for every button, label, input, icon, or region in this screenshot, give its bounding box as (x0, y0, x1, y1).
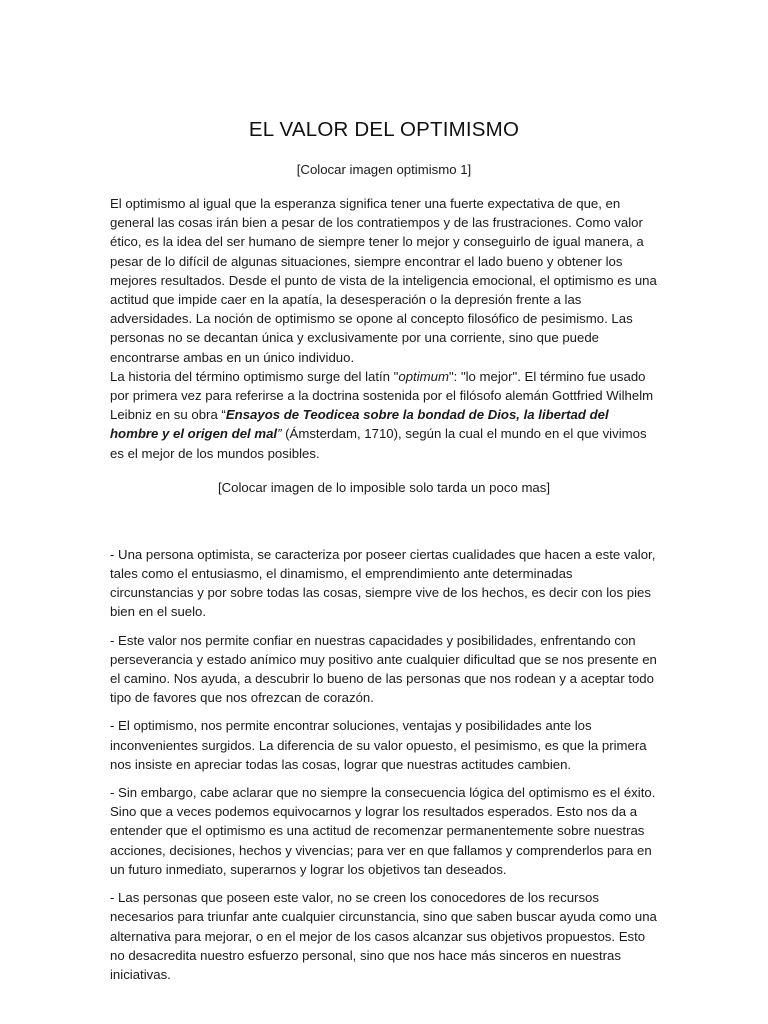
image-placeholder-2: [Colocar imagen de lo imposible solo tarda un poco mas] (217, 479, 551, 495)
intro-paragraph: El optimismo al igual que la esperanza significa tener una fuerte expectativa de que, en general las cosas irán bien a pesar de los contratiempos y de las frustraciones. Como valor ético, es la idea del ser humano de siempre tener lo mejor y conseguirlo de igual manera, a pesar de lo difícil de algunas situaciones, siempre encontrar el lado bueno y obtener los mejores resultados. Desde el punto de vista de la inteligencia emocional, el optimismo es una actitud que impide caer en la apatía, la desesperación o la depresión frente a las adversidades. La noción de optimismo se opone al concepto filosófico de pesimismo. Las personas no se decantan única y exclusivamente por una corriente, sino que puede encontrarse ambas en un único individuo. (110, 196, 657, 365)
closing-quote: ” (277, 426, 282, 442)
bullet-paragraph-3: - El optimismo, nos permite encontrar soluciones, ventajas y posibilidades ante los inconvenientes surgidos. La diferencia de su valor opuesto, el pesimismo, es que la primera nos insiste en apreciar todas las cosas, lograr que nuestras actitudes cambien. (110, 718, 647, 772)
history-text-c: (Ámsterdam, 1710), según la cual el mundo en el que vivimos es el mejor de los mundos posibles. (110, 426, 647, 461)
history-text-b: ": "lo mejor". El término fue usado por primera vez para referirse a la doctrina sostenida por el filósofo alemán Gottfried Wilhelm Leibniz en su obra “ (110, 368, 654, 423)
work-title: Ensayos de Teodicea sobre la bondad de Dios, la libertad del hombre y el origen del mal (110, 407, 609, 442)
document-title: EL VALOR DEL OPTIMISMO (248, 118, 520, 141)
bullet-paragraph-4: - Sin embargo, cabe aclarar que no siempre la consecuencia lógica del optimismo es el éxito. Sino que a veces podemos equivocarnos y lograr los resultados esperados. Esto nos da a entender que el optimismo es una actitud de recomenzar permanentemente sobre nuestras acciones, decisiones, hechos y vivencias; para ver en que fallamos y comprenderlos para en un futuro inmediato, superarnos y lograr los objetivos tan deseados. (110, 785, 656, 877)
history-text-a: La historia del término optimismo surge del latín " (110, 368, 399, 384)
bullet-paragraph-1: - Una persona optimista, se caracteriza por poseer ciertas cualidades que hacen a este valor, tales como el entusiasmo, el dinamismo, el emprendimiento ante determinadas circunstancias y por sobre todas las cosas, siempre vive de los hechos, es decir con los pies bien en el suelo. (110, 546, 656, 620)
image-placeholder-1: [Colocar imagen optimismo 1] (296, 162, 472, 177)
bullet-paragraph-2: - Este valor nos permite confiar en nuestras capacidades y posibilidades, enfrentando con perseverancia y estado anímico muy positivo ante cualquier dificultad que se nos presente en el camino. Nos ayuda, a descubrir lo bueno de las personas que nos rodean y a aceptar todo tipo de favores que nos ofrezcan de corazón. (110, 632, 657, 706)
latin-word: optimum (398, 368, 449, 384)
history-paragraph (110, 367, 658, 463)
document-body (110, 118, 658, 984)
bullet-paragraph-5: - Las personas que poseen este valor, no se creen los conocedores de los recursos necesarios para triunfar ante cualquier circunstancia, sino que saben buscar ayuda como una alternativa para mejorar, o en el mejor de los casos alcanzar sus objetivos propuestos. Esto no desacredita nuestro esfuerzo personal, sino que nos hace más sinceros en nuestras iniciativas. (110, 890, 657, 982)
